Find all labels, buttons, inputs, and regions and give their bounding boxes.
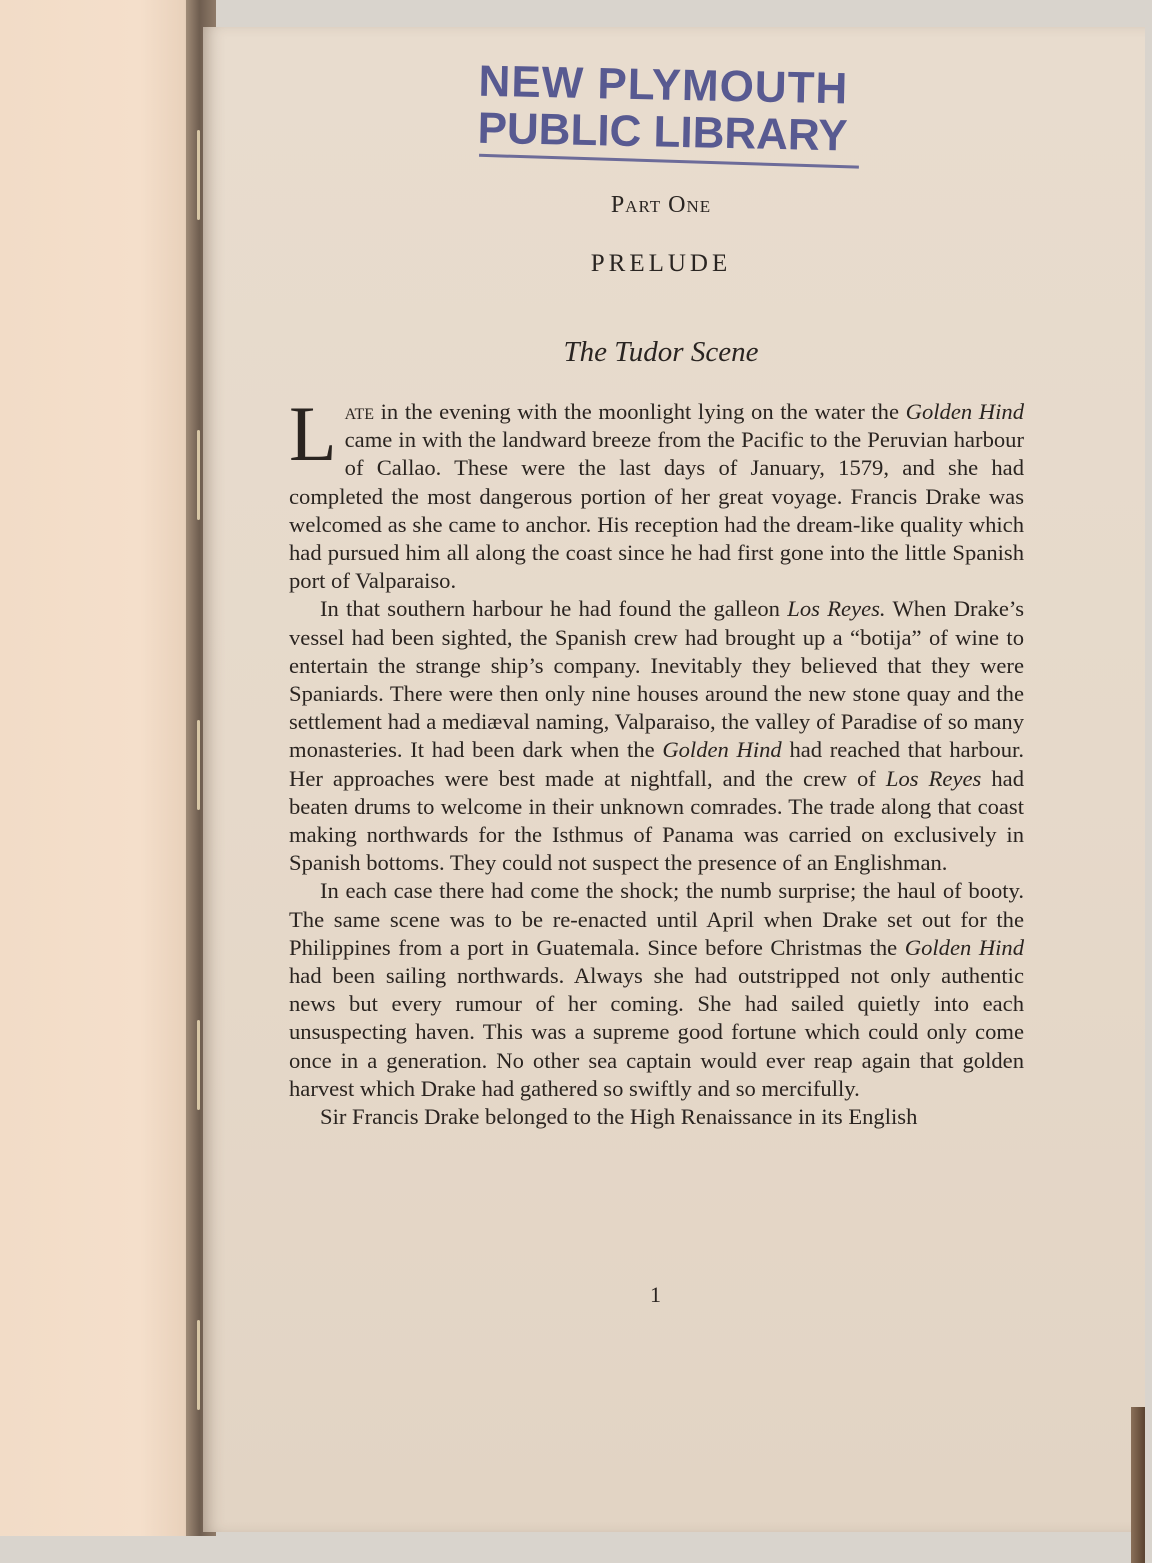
stamp-line-1: NEW PLYMOUTH: [478, 56, 849, 114]
text-run: Sir Francis Drake belonged to the High Renaissance in its English: [320, 1104, 918, 1130]
binding-stitch: [197, 720, 200, 810]
italic-text: Los Reyes: [885, 765, 982, 791]
paragraph: [289, 390, 1024, 595]
paragraph: [289, 877, 1024, 1103]
text-run: in the evening with the moonlight lying on the water the: [373, 399, 906, 424]
page-number: 1: [650, 1282, 661, 1307]
drop-cap: L: [289, 390, 337, 477]
page-edge: [1131, 1407, 1145, 1563]
text-run: When Drake’s vessel had been sighted, the Spanish crew had brought up a “botija” of wine to entertain the strange ship’s company. Inevitably they believed that they were Spaniards. There were then only nine houses around the new stone quay and the settlement had a mediæval naming, Valparaiso, the valley of Paradise of so many monasteries. It had been dark when the: [289, 596, 1024, 763]
text-run: had reached that harbour. Her approaches were best made at nightfall, and the crew of: [289, 737, 1024, 791]
binding-stitch: [197, 1320, 200, 1410]
stamp-line-2: PUBLIC LIBRARY: [477, 103, 848, 161]
text-run: In each case there had come the shock; the numb surprise; the haul of booty. The same scene was to be re-enacted until April when Drake set out for the Philippines from a port in Guatemala. Since before Christmas the: [289, 878, 1024, 960]
italic-text: Golden Hind: [905, 399, 1024, 424]
text-run: came in with the landward breeze from the Pacific to the Peruvian harbour of Callao. These were the last days of January, 1579, and she had completed the most dangerous portion of her great voyage. Francis Drake was welcomed as she came to anchor. His reception had the dream-like quality which had pursued him all along the coast since he had first gone into the little Spanish port of Valparaiso.: [289, 427, 1024, 594]
paragraph: [289, 1103, 1024, 1131]
left-page: [0, 0, 200, 1536]
text-run: had been sailing northwards. Always she had outstripped not only authentic news but every rumour of her coming. She had sailed quietly into each unsuspecting haven. This was a supreme good fortune which could only come once in a generation. No other sea captain would ever reap again that golden harvest which Drake had gathered so swiftly and so mercifully.: [289, 963, 1024, 1101]
paragraph: [289, 595, 1024, 877]
text-run: had beaten drums to welcome in their unknown comrades. The trade along that coast making northwards for the Isthmus of Panama was carried on exclusively in Spanish bottoms. They could not suspect the presence of an Englishman.: [289, 765, 1024, 876]
library-stamp: [477, 58, 889, 168]
binding-stitch: [197, 1020, 200, 1110]
italic-text: Los Reyes.: [787, 596, 886, 622]
text-run: In that southern harbour he had found the galleon: [320, 596, 788, 622]
body-text: [289, 390, 1025, 1131]
italic-text: Golden Hind: [904, 934, 1025, 960]
lead-in: ate: [344, 399, 374, 424]
italic-text: Golden Hind: [662, 737, 782, 763]
chapter-heading: PRELUDE: [590, 250, 732, 277]
binding-stitch: [197, 430, 200, 520]
part-heading: Part One: [610, 192, 712, 218]
section-title: The Tudor Scene: [563, 336, 759, 368]
